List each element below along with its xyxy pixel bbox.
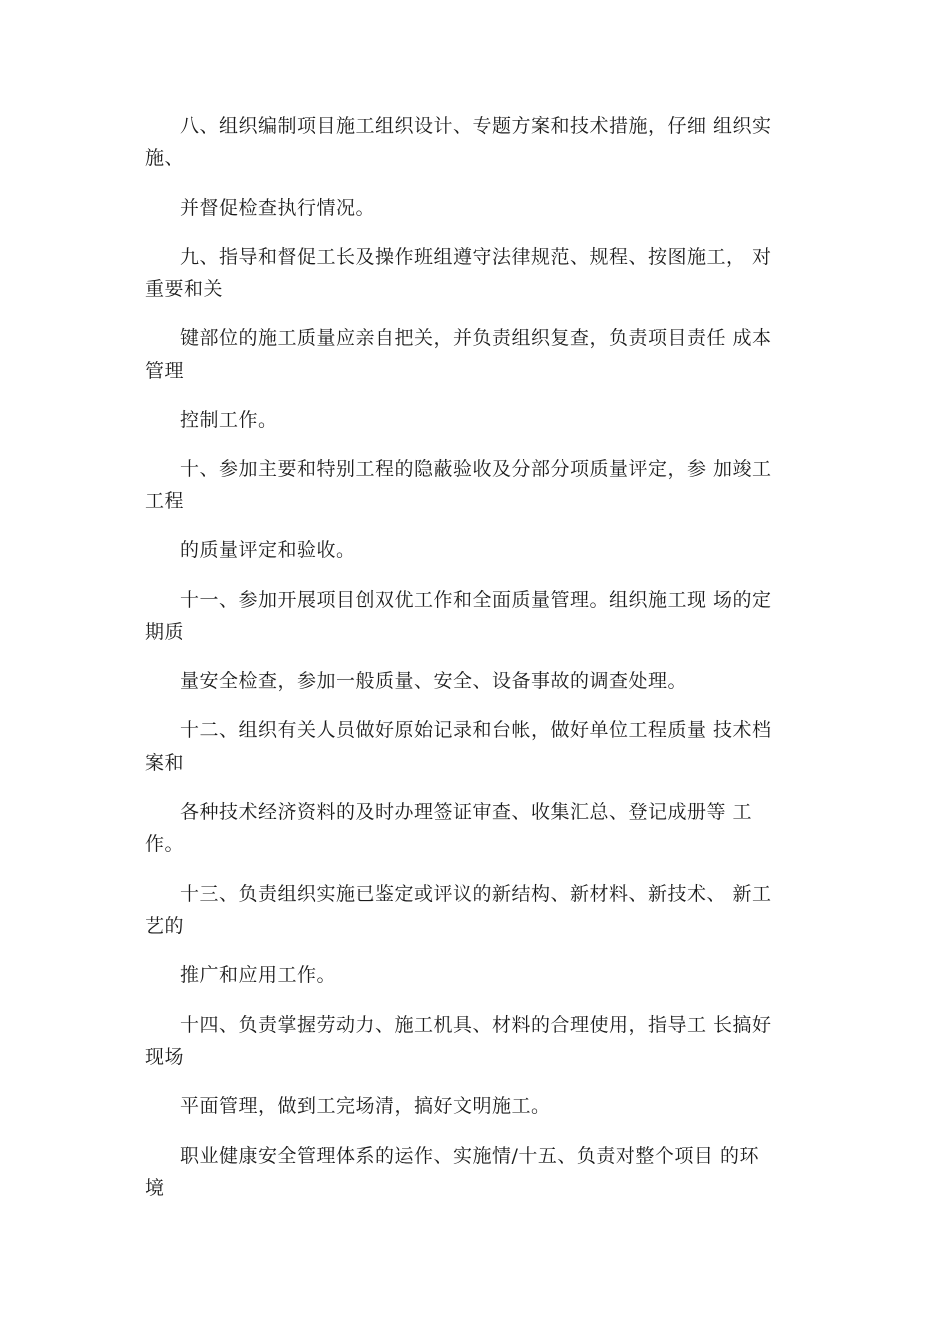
- paragraph-line: 管理: [145, 360, 185, 382]
- paragraph-line: 键部位的施工质量应亲自把关，并负责组织复查，负责项目责任 成本: [180, 327, 772, 349]
- paragraph-line: 并督促检查执行情况。: [180, 197, 376, 219]
- paragraph-line: 工程: [145, 490, 185, 512]
- paragraph-line: 施、: [145, 147, 185, 169]
- paragraph-line: 十一、参加开展项目创双优工作和全面质量管理。组织施工现 场的定: [180, 589, 772, 611]
- paragraph-line: 职业健康安全管理体系的运作、实施情/十五、负责对整个项目 的环: [180, 1145, 759, 1167]
- paragraph-line: 期质: [145, 621, 185, 643]
- paragraph-line: 的质量评定和验收。: [180, 539, 356, 561]
- paragraph-line: 重要和关: [145, 278, 224, 300]
- paragraph-line: 平面管理，做到工完场清，搞好文明施工。: [180, 1095, 551, 1117]
- paragraph-line: 十四、负责掌握劳动力、施工机具、材料的合理使用，指导工 长搞好: [180, 1014, 772, 1036]
- paragraph-line: 十、参加主要和特别工程的隐蔽验收及分部分项质量评定，参 加竣工: [180, 458, 772, 480]
- paragraph-line: 八、组织编制项目施工组织设计、专题方案和技术措施，仔细 组织实: [180, 115, 772, 137]
- paragraph-line: 各种技术经济资料的及时办理签证审查、收集汇总、登记成册等 工: [180, 801, 753, 823]
- paragraph-line: 推广和应用工作。: [180, 964, 337, 986]
- paragraph-line: 十二、组织有关人员做好原始记录和台帐，做好单位工程质量 技术档: [180, 719, 772, 741]
- paragraph-line: 作。: [145, 833, 185, 855]
- paragraph-line: 九、指导和督促工长及操作班组遵守法律规范、规程、按图施工， 对: [180, 246, 772, 268]
- paragraph-line: 案和: [145, 752, 185, 774]
- paragraph-line: 量安全检查，参加一般质量、安全、设备事故的调查处理。: [180, 670, 688, 692]
- paragraph-line: 艺的: [145, 915, 185, 937]
- paragraph-line: 现场: [145, 1046, 185, 1068]
- paragraph-line: 境: [145, 1177, 165, 1199]
- paragraph-line: 控制工作。: [180, 409, 278, 431]
- paragraph-line: 十三、负责组织实施已鉴定或评议的新结构、新材料、新技术、 新工: [180, 883, 772, 905]
